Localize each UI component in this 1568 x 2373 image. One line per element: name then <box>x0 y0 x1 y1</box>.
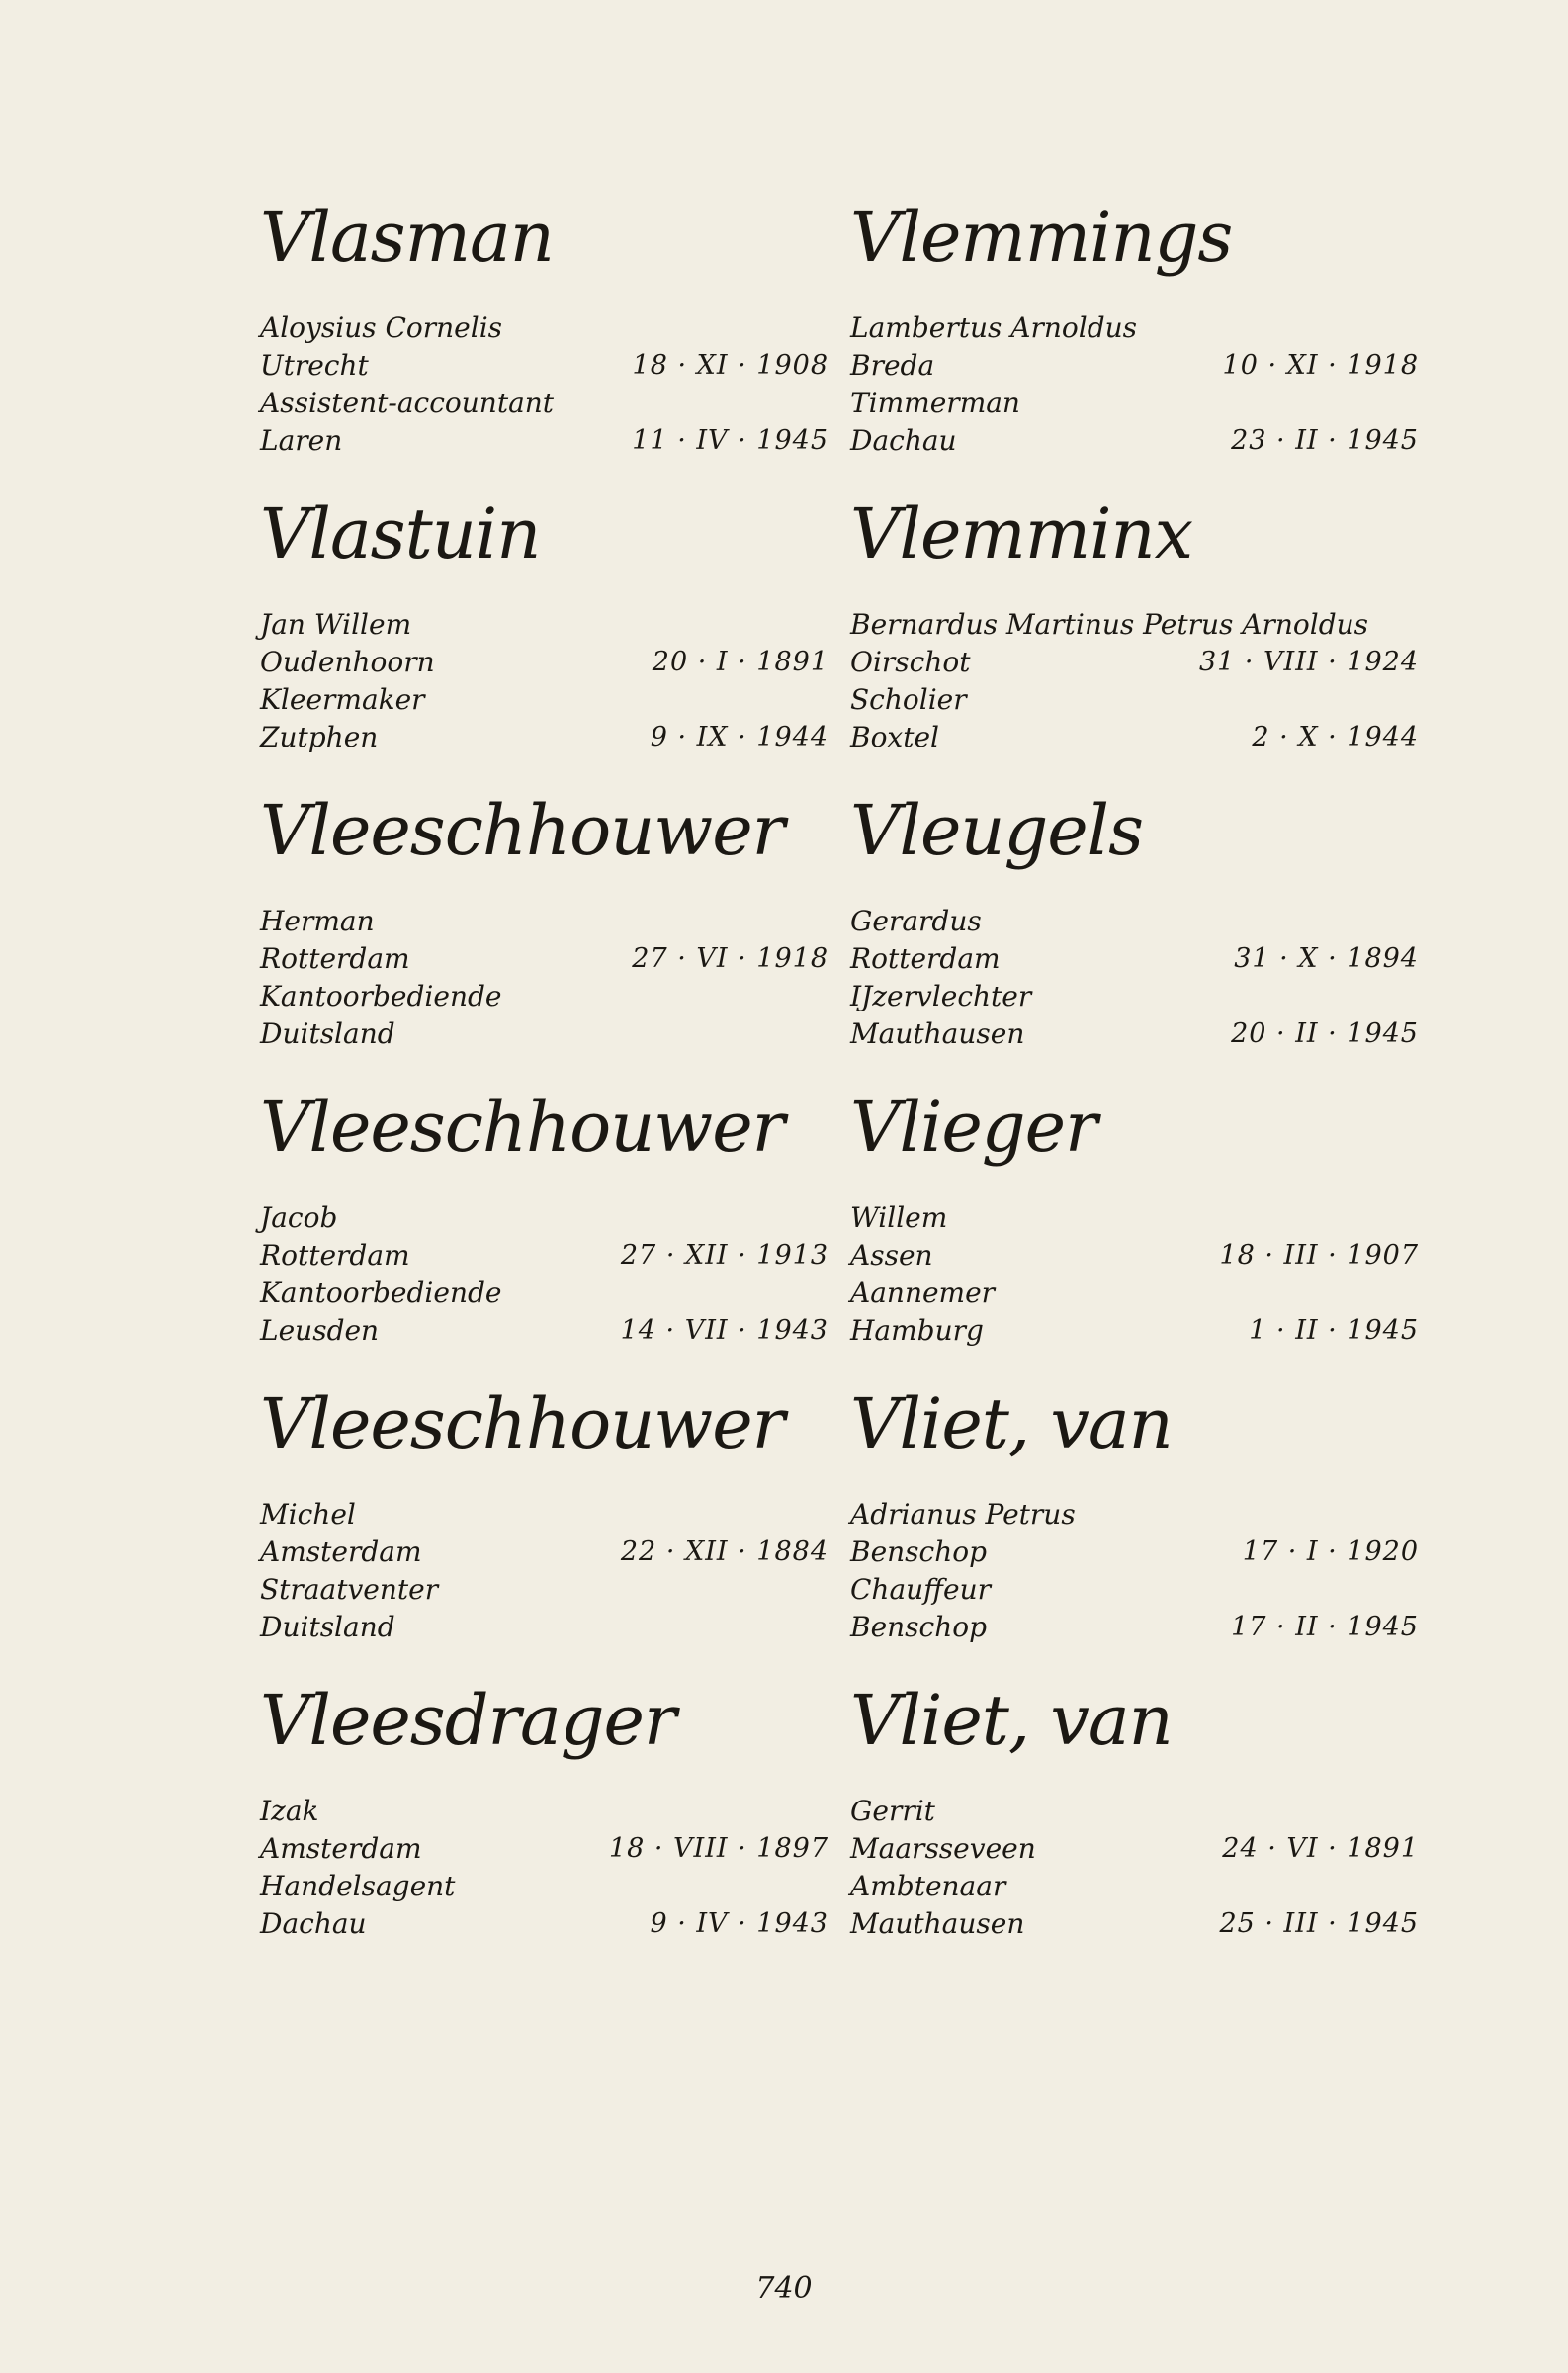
death-date: 17 · II · 1945 <box>1231 1612 1419 1642</box>
entry-details <box>850 903 1419 1053</box>
right-column <box>850 193 1419 1973</box>
birth-date: 27 · XII · 1913 <box>620 1240 828 1271</box>
birth-date: 22 · XII · 1884 <box>620 1537 828 1567</box>
given-names: Jan Willem <box>260 608 412 641</box>
birth-line <box>850 1534 1419 1571</box>
given-names: Bernardus Martinus Petrus Arnoldus <box>850 608 1369 641</box>
birth-line <box>850 1830 1419 1868</box>
death-place: Duitsland <box>260 1017 395 1050</box>
death-place: Mauthausen <box>850 1017 1025 1050</box>
occupation: Straatventer <box>260 1573 439 1606</box>
death-date: 9 · IV · 1943 <box>650 1908 828 1939</box>
birth-place: Amsterdam <box>260 1832 422 1865</box>
person-entry <box>850 786 1419 1083</box>
occupation-line <box>260 681 828 719</box>
page-number: 740 <box>755 2271 813 2306</box>
death-date: 11 · IV · 1945 <box>632 425 828 456</box>
entry-details <box>850 1793 1419 1943</box>
death-line <box>850 1312 1419 1350</box>
death-place: Laren <box>260 424 343 457</box>
death-line <box>850 422 1419 460</box>
death-date: 1 · II · 1945 <box>1249 1315 1419 1346</box>
death-line <box>260 422 828 460</box>
death-line <box>260 1905 828 1943</box>
person-entry <box>850 1083 1419 1379</box>
death-date: 25 · III · 1945 <box>1219 1908 1419 1939</box>
birth-place: Breda <box>850 349 935 382</box>
occupation-line <box>850 978 1419 1015</box>
entry-details <box>850 1496 1419 1646</box>
surname: Vlastuin <box>260 493 541 574</box>
death-line <box>850 1015 1419 1053</box>
birth-line <box>260 1830 828 1868</box>
birth-place: Rotterdam <box>260 942 410 975</box>
birth-date: 31 · VIII · 1924 <box>1198 647 1419 677</box>
surname: Vlemminx <box>850 493 1193 574</box>
birth-line <box>260 644 828 681</box>
given-names: Gerrit <box>850 1795 935 1827</box>
birth-date: 10 · XI · 1918 <box>1222 350 1419 381</box>
given-names-line <box>260 1793 828 1830</box>
left-column <box>260 193 828 1973</box>
occupation: Aannemer <box>850 1276 996 1309</box>
birth-line <box>850 1237 1419 1274</box>
occupation-line <box>850 1868 1419 1905</box>
birth-place: Assen <box>850 1239 933 1272</box>
given-names-line <box>850 309 1419 347</box>
given-names-line <box>850 1793 1419 1830</box>
death-line <box>260 719 828 756</box>
birth-date: 18 · VIII · 1897 <box>608 1833 828 1864</box>
surname: Vleeschhouwer <box>260 1087 785 1168</box>
surname: Vlieger <box>850 1087 1097 1168</box>
person-entry <box>260 1379 828 1676</box>
occupation-line <box>850 1571 1419 1609</box>
given-names-line <box>260 309 828 347</box>
person-entry <box>850 193 1419 489</box>
occupation-line <box>260 1274 828 1312</box>
death-date: 2 · X · 1944 <box>1252 722 1419 752</box>
birth-place: Benschop <box>850 1536 988 1568</box>
person-entry <box>850 489 1419 786</box>
entry-details <box>850 1199 1419 1350</box>
occupation: Assistent-accountant <box>260 387 555 419</box>
death-place: Duitsland <box>260 1611 395 1643</box>
surname: Vlasman <box>260 197 554 278</box>
death-place: Benschop <box>850 1611 988 1643</box>
given-names-line <box>850 606 1419 644</box>
birth-line <box>850 347 1419 385</box>
entry-details <box>260 1793 828 1943</box>
occupation-line <box>260 1571 828 1609</box>
death-date: 9 · IX · 1944 <box>650 722 828 752</box>
occupation: IJzervlechter <box>850 980 1032 1012</box>
birth-line <box>850 644 1419 681</box>
birth-line <box>260 940 828 978</box>
birth-place: Utrecht <box>260 349 369 382</box>
occupation: Timmerman <box>850 387 1020 419</box>
birth-place: Amsterdam <box>260 1536 422 1568</box>
given-names: Gerardus <box>850 905 982 937</box>
occupation: Kantoorbediende <box>260 980 502 1012</box>
birth-line <box>260 1237 828 1274</box>
given-names: Aloysius Cornelis <box>260 311 503 344</box>
death-place: Mauthausen <box>850 1907 1025 1940</box>
person-entry <box>260 489 828 786</box>
occupation-line <box>260 1868 828 1905</box>
birth-line <box>260 347 828 385</box>
birth-place: Rotterdam <box>260 1239 410 1272</box>
death-place: Leusden <box>260 1314 380 1347</box>
birth-date: 17 · I · 1920 <box>1242 1537 1419 1567</box>
surname: Vliet, van <box>850 1383 1173 1464</box>
surname: Vleesdrager <box>260 1680 676 1761</box>
person-entry <box>850 1676 1419 1973</box>
occupation-line <box>260 978 828 1015</box>
given-names-line <box>260 1199 828 1237</box>
entry-details <box>850 309 1419 460</box>
surname: Vleugels <box>850 790 1143 871</box>
death-place: Hamburg <box>850 1314 984 1347</box>
entry-details <box>260 903 828 1053</box>
entry-details <box>260 309 828 460</box>
death-line <box>260 1015 828 1053</box>
occupation: Handelsagent <box>260 1870 456 1902</box>
given-names-line <box>850 1199 1419 1237</box>
given-names-line <box>260 1496 828 1534</box>
occupation-line <box>850 681 1419 719</box>
death-place: Dachau <box>850 424 957 457</box>
birth-place: Oudenhoorn <box>260 646 435 678</box>
given-names: Michel <box>260 1498 356 1531</box>
occupation: Scholier <box>850 683 967 716</box>
death-place: Boxtel <box>850 721 940 753</box>
occupation: Kleermaker <box>260 683 425 716</box>
occupation: Ambtenaar <box>850 1870 1006 1902</box>
death-date: 20 · II · 1945 <box>1231 1018 1419 1049</box>
surname: Vleeschhouwer <box>260 1383 785 1464</box>
given-names-line <box>850 903 1419 940</box>
death-place: Dachau <box>260 1907 367 1940</box>
birth-place: Oirschot <box>850 646 971 678</box>
birth-date: 31 · X · 1894 <box>1234 943 1419 974</box>
death-line <box>850 1609 1419 1646</box>
given-names: Willem <box>850 1201 948 1234</box>
person-entry <box>260 193 828 489</box>
given-names: Izak <box>260 1795 319 1827</box>
occupation: Kantoorbediende <box>260 1276 502 1309</box>
person-entry <box>260 786 828 1083</box>
entry-details <box>260 606 828 756</box>
occupation: Chauffeur <box>850 1573 992 1606</box>
surname: Vleeschhouwer <box>260 790 785 871</box>
person-entry <box>850 1379 1419 1676</box>
death-line <box>850 1905 1419 1943</box>
person-entry <box>260 1676 828 1973</box>
given-names: Lambertus Arnoldus <box>850 311 1138 344</box>
given-names: Jacob <box>260 1201 338 1234</box>
birth-line <box>260 1534 828 1571</box>
birth-place: Maarsseveen <box>850 1832 1036 1865</box>
death-place: Zutphen <box>260 721 379 753</box>
given-names-line <box>260 903 828 940</box>
occupation-line <box>260 385 828 422</box>
birth-date: 27 · VI · 1918 <box>632 943 828 974</box>
given-names: Adrianus Petrus <box>850 1498 1076 1531</box>
death-line <box>260 1609 828 1646</box>
person-entry <box>260 1083 828 1379</box>
birth-date: 20 · I · 1891 <box>652 647 828 677</box>
given-names: Herman <box>260 905 375 937</box>
entry-details <box>260 1496 828 1646</box>
given-names-line <box>260 606 828 644</box>
birth-date: 18 · III · 1907 <box>1219 1240 1419 1271</box>
given-names-line <box>850 1496 1419 1534</box>
surname: Vliet, van <box>850 1680 1173 1761</box>
birth-line <box>850 940 1419 978</box>
death-line <box>260 1312 828 1350</box>
birth-date: 18 · XI · 1908 <box>632 350 828 381</box>
birth-date: 24 · VI · 1891 <box>1222 1833 1419 1864</box>
death-date: 14 · VII · 1943 <box>620 1315 828 1346</box>
occupation-line <box>850 385 1419 422</box>
occupation-line <box>850 1274 1419 1312</box>
birth-place: Rotterdam <box>850 942 1001 975</box>
entry-details <box>850 606 1419 756</box>
surname: Vlemmings <box>850 197 1233 278</box>
death-date: 23 · II · 1945 <box>1231 425 1419 456</box>
death-line <box>850 719 1419 756</box>
entry-details <box>260 1199 828 1350</box>
